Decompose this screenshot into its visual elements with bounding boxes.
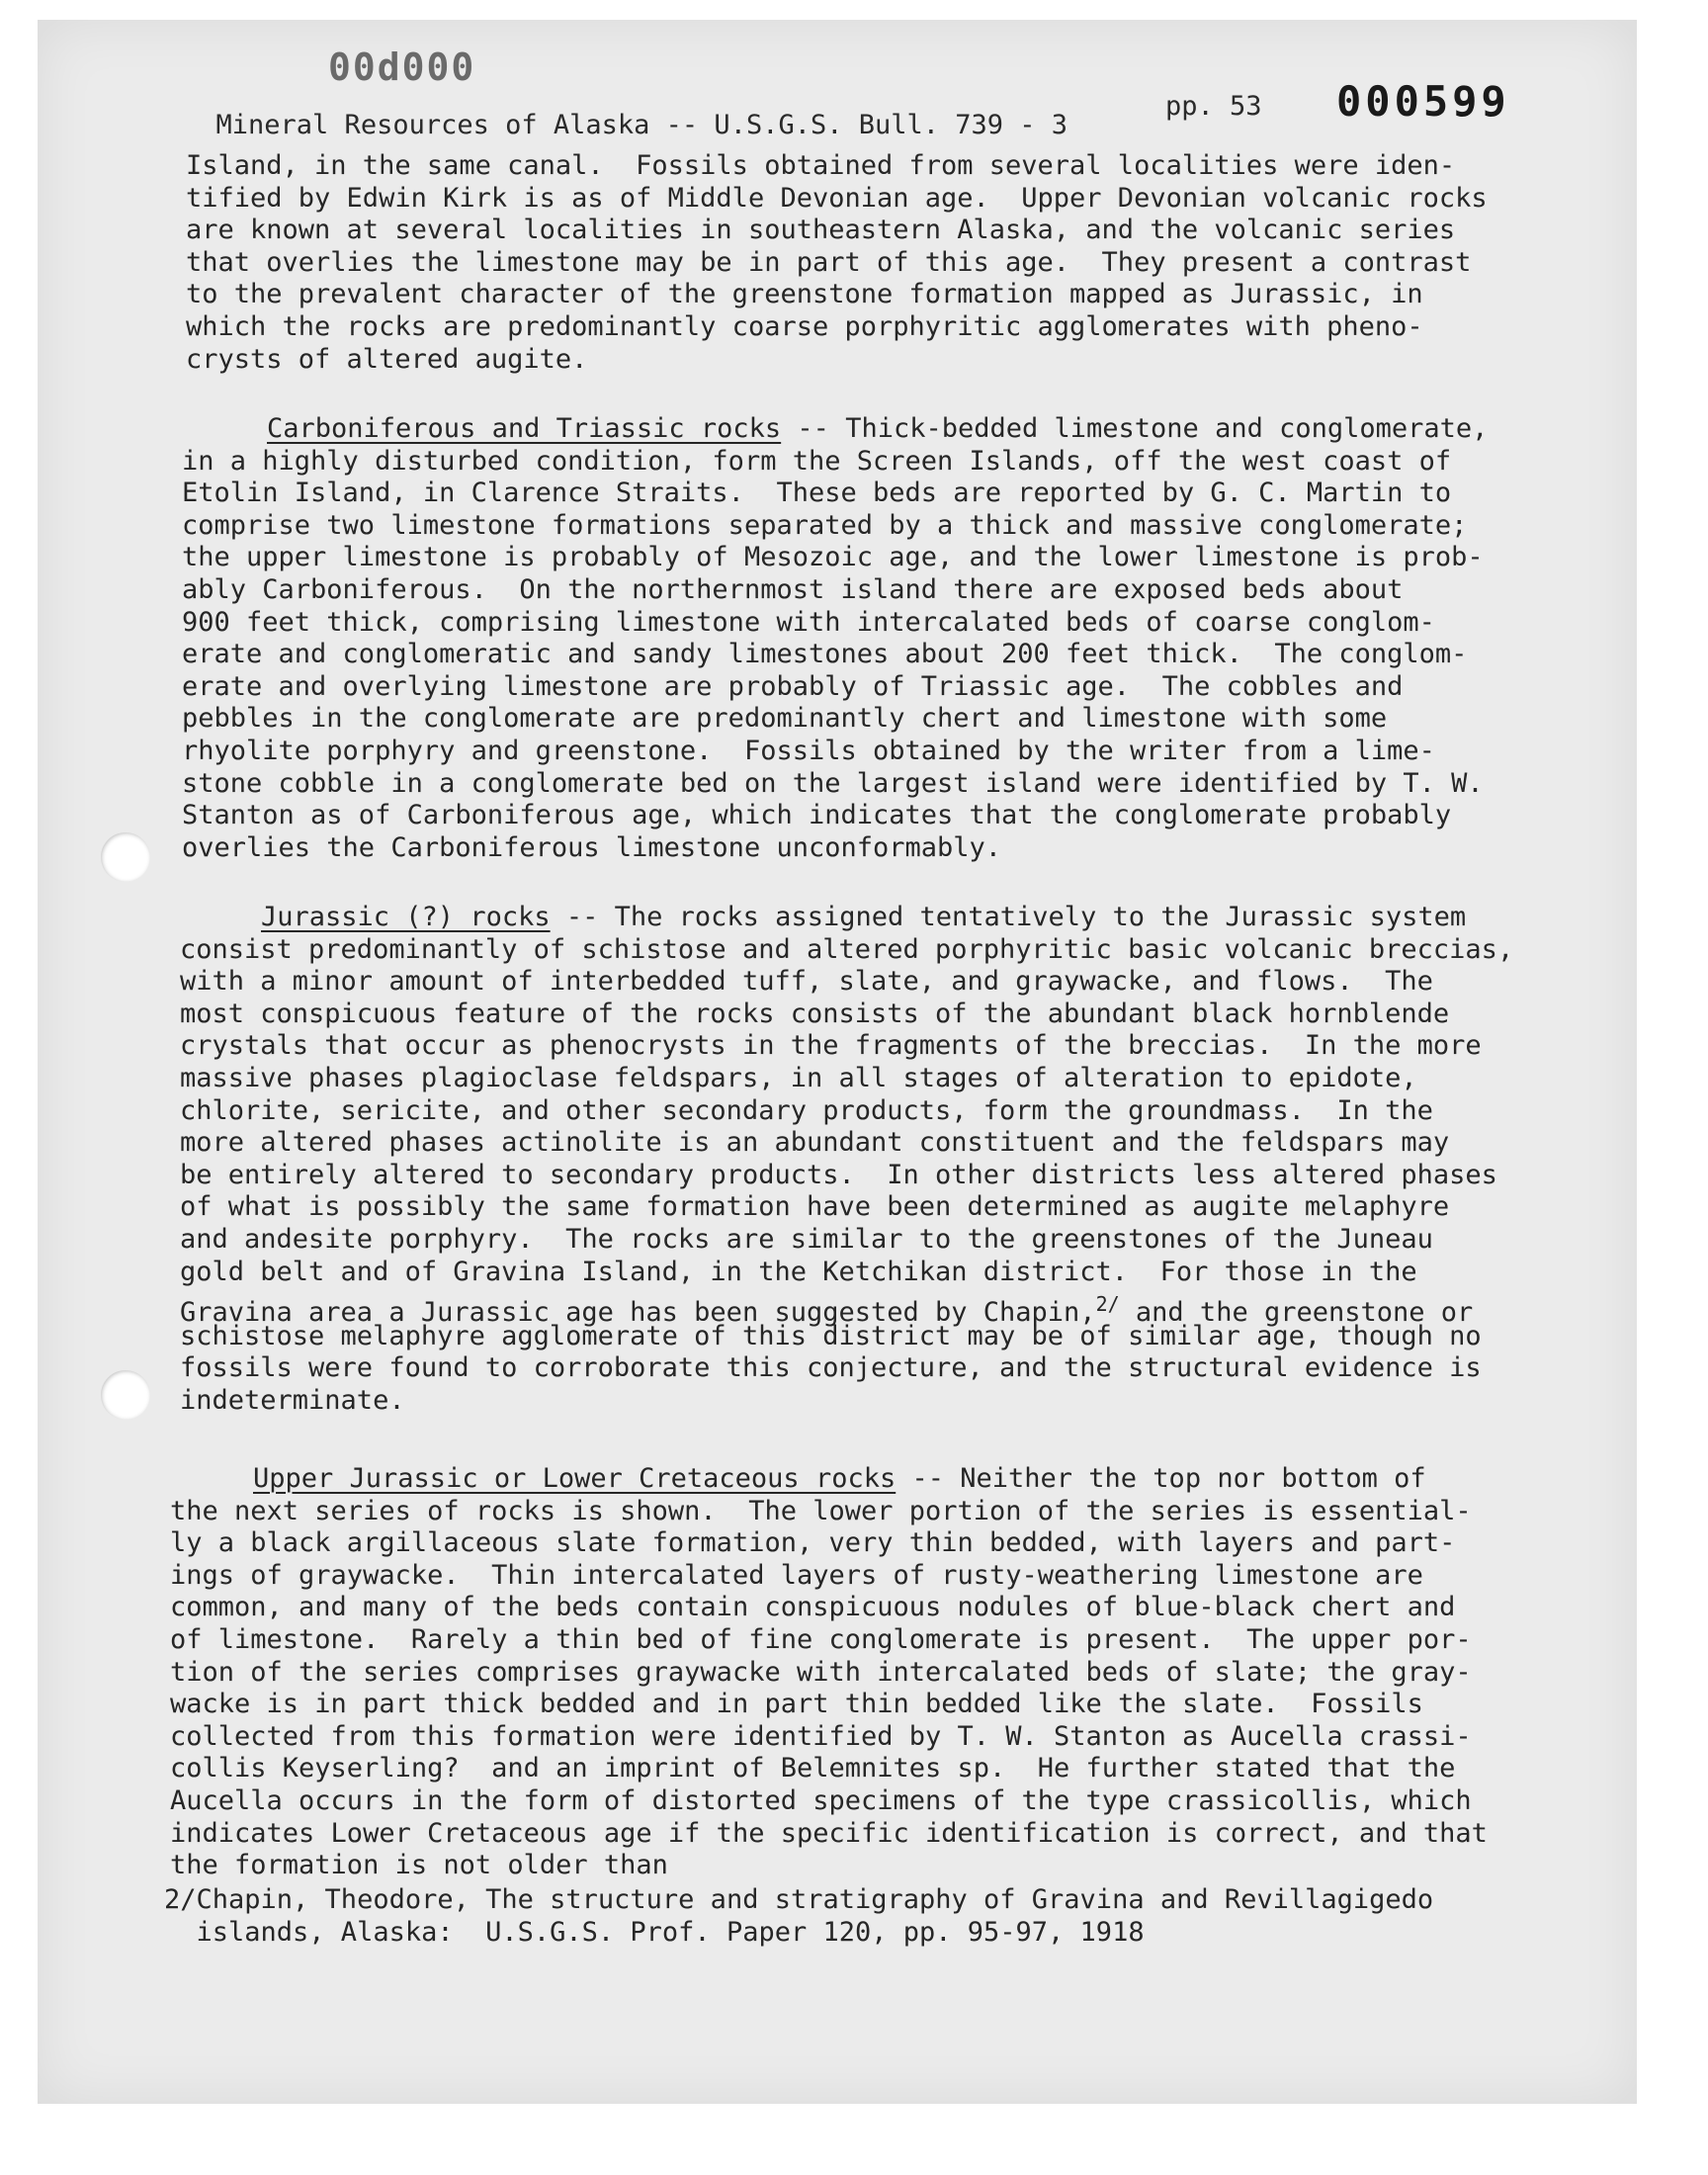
paragraph-line: Upper Jurassic or Lower Cretaceous rocks -- Neither the top nor bottom of bbox=[253, 1463, 1426, 1494]
paragraph-line: schistose melaphyre agglomerate of this district may be of similar age, though no bbox=[180, 1320, 1482, 1351]
paragraph-line: that overlies the limestone may be in part of this age. They present a contrast bbox=[186, 246, 1472, 278]
paragraph-line: fossils were found to corroborate this conjecture, and the structural evidence is bbox=[180, 1352, 1482, 1384]
paragraph-line: stone cobble in a conglomerate bed on the largest island were identified by T. W. bbox=[182, 767, 1484, 799]
paragraph-line: consist predominantly of schistose and altered porphyritic basic volcanic breccias, bbox=[180, 933, 1514, 965]
section-heading: Carboniferous and Triassic rocks bbox=[267, 413, 782, 444]
paragraph-line: ly a black argillaceous slate formation, very thin bedded, with layers and part- bbox=[170, 1527, 1456, 1559]
paragraph-line: gold belt and of Gravina Island, in the Ketchikan district. For those in the bbox=[180, 1256, 1417, 1287]
paragraph-line: be entirely altered to secondary products. In other districts less altered phases bbox=[180, 1159, 1497, 1190]
section-heading: Upper Jurassic or Lower Cretaceous rocks bbox=[253, 1463, 897, 1494]
paragraph-line: tion of the series comprises graywacke with intercalated beds of slate; the gray- bbox=[170, 1656, 1472, 1688]
paragraph-line: with a minor amount of interbedded tuff, slate, and graywacke, and flows. The bbox=[180, 966, 1433, 998]
paragraph-line: erate and overlying limestone are probably of Triassic age. The cobbles and bbox=[182, 670, 1404, 702]
paragraph-line: the next series of rocks is shown. The lower portion of the series is essential- bbox=[170, 1495, 1472, 1526]
paragraph-line: Gravina area a Jurassic age has been suggested by Chapin,$^{2/}$ and the greenstone or bbox=[180, 1292, 1474, 1329]
paragraph-line: Island, in the same canal. Fossils obtained from several localities were iden- bbox=[186, 150, 1456, 181]
paragraph-line: indicates Lower Cretaceous age if the specific identification is correct, and that bbox=[170, 1817, 1488, 1849]
paragraph-line: crystals that occur as phenocrysts in the fragments of the breccias. In the more bbox=[180, 1030, 1482, 1062]
paragraph-line: Carboniferous and Triassic rocks -- Thick-bedded limestone and conglomerate, bbox=[267, 413, 1489, 444]
header-title: Mineral Resources of Alaska -- U.S.G.S. Bull. 739 - 3 bbox=[215, 110, 1068, 140]
paragraph-line: most conspicuous feature of the rocks consists of the abundant black hornblende bbox=[180, 998, 1450, 1029]
paragraph-line: chlorite, sericite, and other secondary products, form the groundmass. In the bbox=[180, 1094, 1433, 1126]
paragraph-line: crysts of altered augite. bbox=[186, 343, 588, 375]
paragraph-line: indeterminate. bbox=[180, 1385, 405, 1416]
paragraph-line: wacke is in part thick bedded and in part thin bedded like the slate. Fossils bbox=[170, 1689, 1423, 1720]
header-page: pp. 53 bbox=[1165, 91, 1262, 122]
paragraph-line: of limestone. Rarely a thin bed of fine conglomerate is present. The upper por- bbox=[170, 1624, 1472, 1655]
paragraph-line: the upper limestone is probably of Mesozoic age, and the lower limestone is prob- bbox=[182, 542, 1484, 573]
paragraph-line: Etolin Island, in Clarence Straits. These beds are reported by G. C. Martin to bbox=[182, 478, 1452, 509]
paragraph-line: more altered phases actinolite is an abundant constituent and the feldspars may bbox=[180, 1127, 1450, 1159]
punch-hole bbox=[101, 832, 150, 882]
paragraph-line: pebbles in the conglomerate are predominantly chert and limestone with some bbox=[182, 703, 1388, 735]
paragraph-line: 900 feet thick, comprising limestone with intercalated beds of coarse conglom- bbox=[182, 606, 1435, 638]
paragraph-line: are known at several localities in southeastern Alaska, and the volcanic series bbox=[186, 215, 1456, 246]
paragraph-line: to the prevalent character of the greenstone formation mapped as Jurassic, in bbox=[186, 279, 1423, 310]
section-heading: Jurassic (?) rocks bbox=[261, 902, 551, 932]
paragraph-line: rhyolite porphyry and greenstone. Fossils obtained by the writer from a lime- bbox=[182, 736, 1435, 766]
paragraph-line: tified by Edwin Kirk is as of Middle Devonian age. Upper Devonian volcanic rocks bbox=[186, 182, 1488, 214]
paragraph-line: common, and many of the beds contain conspicuous nodules of blue-black chert and bbox=[170, 1592, 1456, 1623]
paragraph-line: Jurassic (?) rocks -- The rocks assigned tentatively to the Jurassic system bbox=[261, 902, 1467, 932]
punch-hole bbox=[101, 1370, 150, 1420]
paragraph-line: erate and conglomeratic and sandy limestones about 200 feet thick. The conglom- bbox=[182, 639, 1468, 670]
page-number-stamp: 000599 bbox=[1336, 77, 1510, 126]
paragraph-line: comprise two limestone formations separated by a thick and massive conglomerate; bbox=[182, 509, 1468, 541]
paragraph-line: the formation is not older than bbox=[170, 1850, 668, 1881]
paragraph-line: in a highly disturbed condition, form the Screen Islands, off the west coast of bbox=[182, 445, 1452, 477]
faint-stamp: 00d000 bbox=[328, 45, 476, 89]
paragraph-line: collected from this formation were identified by T. W. Stanton as Aucella crassi- bbox=[170, 1720, 1472, 1752]
paragraph-line: Stanton as of Carboniferous age, which indicates that the conglomerate probably bbox=[182, 800, 1452, 831]
footnote-line: islands, Alaska: U.S.G.S. Prof. Paper 120, pp. 95-97, 1918 bbox=[164, 1916, 1145, 1948]
paragraph-line: massive phases plagioclase feldspars, in all stages of alteration to epidote, bbox=[180, 1063, 1417, 1093]
paragraph-line: of what is possibly the same formation have been determined as augite melaphyre bbox=[180, 1191, 1450, 1223]
paragraph-line: overlies the Carboniferous limestone unconformably. bbox=[182, 831, 1002, 863]
paragraph-line: ably Carboniferous. On the northernmost island there are exposed beds about bbox=[182, 574, 1404, 605]
paragraph-line: which the rocks are predominantly coarse porphyritic agglomerates with pheno- bbox=[186, 311, 1423, 342]
paragraph-line: Aucella occurs in the form of distorted specimens of the type crassicollis, which bbox=[170, 1785, 1472, 1816]
paragraph-line: ings of graywacke. Thin intercalated layers of rusty-weathering limestone are bbox=[170, 1559, 1423, 1591]
footnote-line: 2/Chapin, Theodore, The structure and stratigraphy of Gravina and Revillagigedo bbox=[164, 1884, 1434, 1915]
footnote-reference: 2/ bbox=[1095, 1292, 1120, 1317]
paragraph-line: and andesite porphyry. The rocks are similar to the greenstones of the Juneau bbox=[180, 1224, 1433, 1255]
paragraph-line: collis Keyserling? and an imprint of Belemnites sp. He further stated that the bbox=[170, 1753, 1456, 1784]
